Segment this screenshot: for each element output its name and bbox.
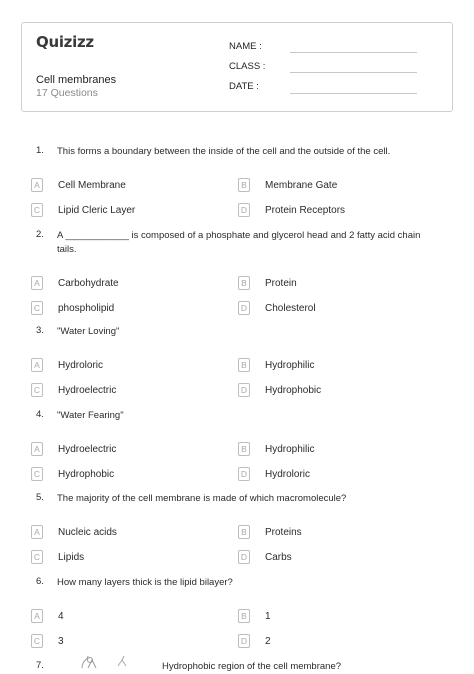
name-label: NAME : xyxy=(229,41,262,52)
option-text: 1 xyxy=(265,611,271,622)
question-number: 4. xyxy=(36,409,44,420)
option-text: Hydrophilic xyxy=(265,444,315,455)
option-text: Hydroloric xyxy=(265,469,311,480)
option-text: Hydrophilic xyxy=(265,360,315,371)
option-text: Membrane Gate xyxy=(265,180,338,191)
question-number: 7. xyxy=(36,660,44,671)
question-text: How many layers thick is the lipid bilayer? xyxy=(57,577,233,588)
option-letter-box[interactable]: B xyxy=(238,609,250,623)
question-number: 5. xyxy=(36,492,44,503)
question-text: "Water Fearing" xyxy=(57,410,124,421)
option-letter-box[interactable]: D xyxy=(238,203,250,217)
option-text: 3 xyxy=(58,636,64,647)
option-letter-box[interactable]: A xyxy=(31,525,43,539)
option-text: Cell Membrane xyxy=(58,180,126,191)
option-text: phospholipid xyxy=(58,303,115,314)
option-letter-box[interactable]: A xyxy=(31,442,43,456)
membrane-diagram-icon xyxy=(74,654,144,670)
option-letter-box[interactable]: C xyxy=(31,550,43,564)
date-label: DATE : xyxy=(229,81,259,92)
option-text: Lipids xyxy=(58,552,85,563)
quizizz-logo: Quizizz xyxy=(36,33,94,51)
option-letter-box[interactable]: A xyxy=(31,276,43,290)
option-text: Cholesterol xyxy=(265,303,316,314)
option-letter-box[interactable]: B xyxy=(238,276,250,290)
option-letter-box[interactable]: D xyxy=(238,301,250,315)
option-letter-box[interactable]: D xyxy=(238,467,250,481)
question-number: 6. xyxy=(36,576,44,587)
option-text: 4 xyxy=(58,611,64,622)
worksheet-title: Cell membranes xyxy=(36,74,117,86)
option-letter-box[interactable]: C xyxy=(31,203,43,217)
option-letter-box[interactable]: D xyxy=(238,383,250,397)
option-letter-box[interactable]: B xyxy=(238,525,250,539)
option-text: 2 xyxy=(265,636,271,647)
class-label: CLASS : xyxy=(229,61,266,72)
option-text: Proteins xyxy=(265,527,302,538)
question-count: 17 Questions xyxy=(36,87,98,99)
name-field[interactable] xyxy=(290,52,417,53)
option-letter-box[interactable]: A xyxy=(31,178,43,192)
question-number: 3. xyxy=(36,325,44,336)
option-letter-box[interactable]: C xyxy=(31,634,43,648)
option-letter-box[interactable]: C xyxy=(31,301,43,315)
option-letter-box[interactable]: C xyxy=(31,467,43,481)
option-text: Hydrophobic xyxy=(265,385,322,396)
option-text: Carbohydrate xyxy=(58,278,119,289)
option-text: Nucleic acids xyxy=(58,527,117,538)
option-letter-box[interactable]: C xyxy=(31,383,43,397)
question-text: Hydrophobic region of the cell membrane? xyxy=(162,661,342,672)
question-number: 1. xyxy=(36,145,44,156)
option-text: Hydroloric xyxy=(58,360,104,371)
option-letter-box[interactable]: B xyxy=(238,442,250,456)
question-number: 2. xyxy=(36,229,44,240)
question-text: The majority of the cell membrane is made of which macromolecule? xyxy=(57,493,347,504)
option-text: Protein Receptors xyxy=(265,205,346,216)
option-letter-box[interactable]: A xyxy=(31,358,43,372)
option-text: Protein xyxy=(265,278,297,289)
question-text: This forms a boundary between the inside of the cell and the outside of the cell. xyxy=(57,146,391,157)
question-text: A ____________ is composed of a phosphate and glycerol head and 2 fatty acid chain tails. xyxy=(57,230,421,255)
option-letter-box[interactable]: A xyxy=(31,609,43,623)
class-field[interactable] xyxy=(290,72,417,73)
date-field[interactable] xyxy=(290,93,417,94)
option-text: Carbs xyxy=(265,552,292,563)
option-letter-box[interactable]: D xyxy=(238,550,250,564)
option-letter-box[interactable]: B xyxy=(238,178,250,192)
option-text: Hydroelectric xyxy=(58,385,117,396)
option-text: Hydrophobic xyxy=(58,469,115,480)
option-text: Hydroelectric xyxy=(58,444,117,455)
question-text: "Water Loving" xyxy=(57,326,120,337)
option-text: Lipid Cleric Layer xyxy=(58,205,136,216)
option-letter-box[interactable]: D xyxy=(238,634,250,648)
option-letter-box[interactable]: B xyxy=(238,358,250,372)
